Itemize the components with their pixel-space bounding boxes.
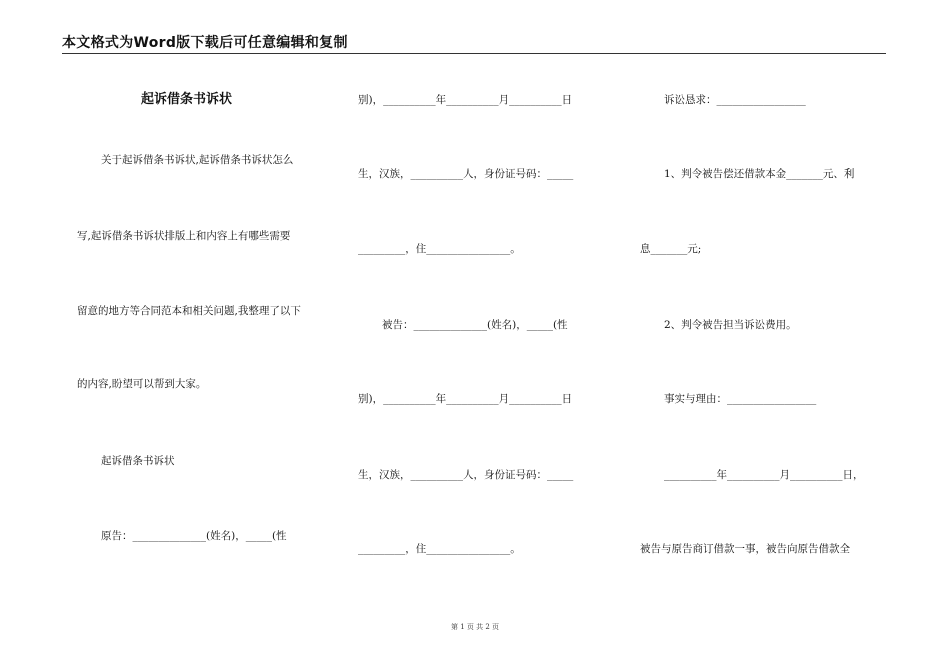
paragraph-line: 留意的地方等合同范本和相关问题,我整理了以下 [77,305,301,317]
form-line: 别)，__________年__________月__________日 [358,94,573,106]
section-heading: 起诉借条书诉状 [101,455,175,467]
paragraph-line: 关于起诉借条书诉状,起诉借条书诉状怎么 [101,154,294,166]
document-header: 本文格式为Word版下载后可任意编辑和复制 [62,33,886,54]
page-number: 第 1 页 共 2 页 [450,623,500,631]
claim-item: 2、判令被告担当诉讼费用。 [664,319,797,331]
form-line: 生，汉族，__________人，身份证号码：_____ [358,469,574,481]
claim-item: 息_______元; [640,243,702,255]
claims-heading: 诉讼恳求：_________________ [664,94,806,106]
claim-item: 1、判令被告偿还借款本金_______元、利 [664,168,855,180]
form-line: _________，住________________。 [358,543,521,555]
defendant-line: 被告：______________(姓名)，_____(性 [382,319,568,331]
form-line: 别)，__________年__________月__________日 [358,393,573,405]
facts-line: __________年__________月__________日， [664,469,864,481]
facts-heading: 事实与理由：_________________ [664,393,817,405]
form-line: 生，汉族，__________人，身份证号码：_____ [358,168,574,180]
paragraph-line: 写,起诉借条书诉状排版上和内容上有哪些需要 [77,230,291,242]
paragraph-line: 的内容,盼望可以帮到大家。 [77,378,207,390]
facts-line: 被告与原告商订借款一事，被告向原告借款全 [640,543,850,555]
plaintiff-line: 原告：______________(姓名)，_____(性 [101,530,287,542]
form-line: _________，住________________。 [358,243,521,255]
document-title: 起诉借条书诉状 [141,92,233,107]
